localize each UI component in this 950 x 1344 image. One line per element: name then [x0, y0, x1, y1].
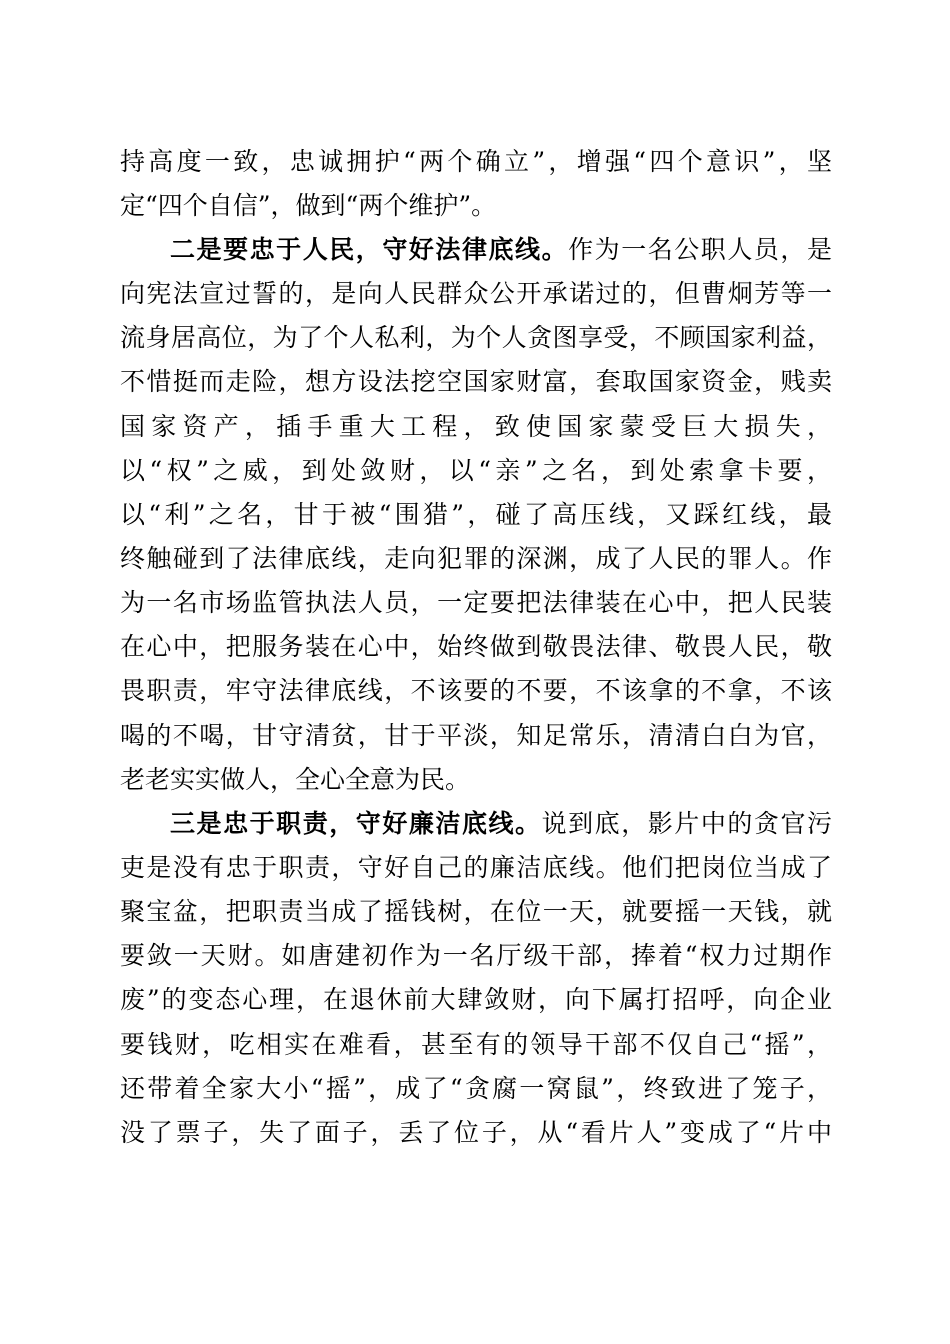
text-line: 畏职责，牢守法律底线，不该要的不要，不该拿的不拿，不该 [120, 676, 832, 705]
text-line: 流身居高位，为了个人私利，为个人贪图享受，不顾国家利益， [120, 323, 832, 352]
text-line: 聚宝盆，把职责当成了摇钱树，在位一天，就要摇一天钱，就 [120, 897, 832, 926]
paragraph-text: 说到底，影片中的贪官污 [541, 809, 832, 838]
text-line: 定“四个自信”，做到“两个维护”。 [120, 191, 497, 220]
text-line: 要钱财，吃相实在难看，甚至有的领导干部不仅自己“摇”， [120, 1030, 832, 1059]
paragraph-text: 作为一名公职人员，是 [568, 235, 832, 264]
paragraph-first-line [170, 804, 832, 844]
paragraph-first-line [170, 230, 832, 270]
text-line: 吏是没有忠于职责，守好自己的廉洁底线。他们把岗位当成了 [120, 853, 832, 882]
text-line: 为一名市场监管执法人员，一定要把法律装在心中，把人民装 [120, 588, 832, 617]
paragraph-heading: 三是忠于职责，守好廉洁底线。 [170, 809, 542, 838]
text-line: 以“利”之名，甘于被“围猎”，碰了高压线，又踩红线，最 [120, 500, 832, 529]
text-line: 向宪法宣过誓的，是向人民群众公开承诺过的，但曹炯芳等一 [120, 279, 832, 308]
text-line: 喝的不喝，甘守清贫，甘于平淡，知足常乐，清清白白为官， [120, 721, 832, 750]
text-line: 老老实实做人，全心全意为民。 [120, 765, 471, 794]
paragraph-heading: 二是要忠于人民，守好法律底线。 [170, 235, 569, 264]
text-line: 要敛一天财。如唐建初作为一名厅级干部，捧着“权力过期作 [120, 941, 832, 970]
text-line: 不惜挺而走险，想方设法挖空国家财富，套取国家资金，贱卖 [120, 367, 832, 396]
text-line: 废”的变态心理，在退休前大肆敛财，向下属打招呼，向企业 [120, 985, 832, 1014]
text-line: 在心中，把服务装在心中，始终做到敬畏法律、敬畏人民，敬 [120, 632, 832, 661]
text-line: 没了票子，失了面子，丢了位子，从“看片人”变成了“片中 [120, 1118, 832, 1147]
text-line: 终触碰到了法律底线，走向犯罪的深渊，成了人民的罪人。作 [120, 544, 832, 573]
text-line: 持高度一致，忠诚拥护“两个确立”，增强“四个意识”，坚 [120, 147, 832, 176]
text-line: 还带着全家大小“摇”，成了“贪腐一窝鼠”，终致进了笼子， [120, 1074, 832, 1103]
text-line: 以“权”之威，到处敛财，以“亲”之名，到处索拿卡要， [120, 456, 832, 485]
text-line: 国家资产，插手重大工程，致使国家蒙受巨大损失， [120, 412, 832, 441]
